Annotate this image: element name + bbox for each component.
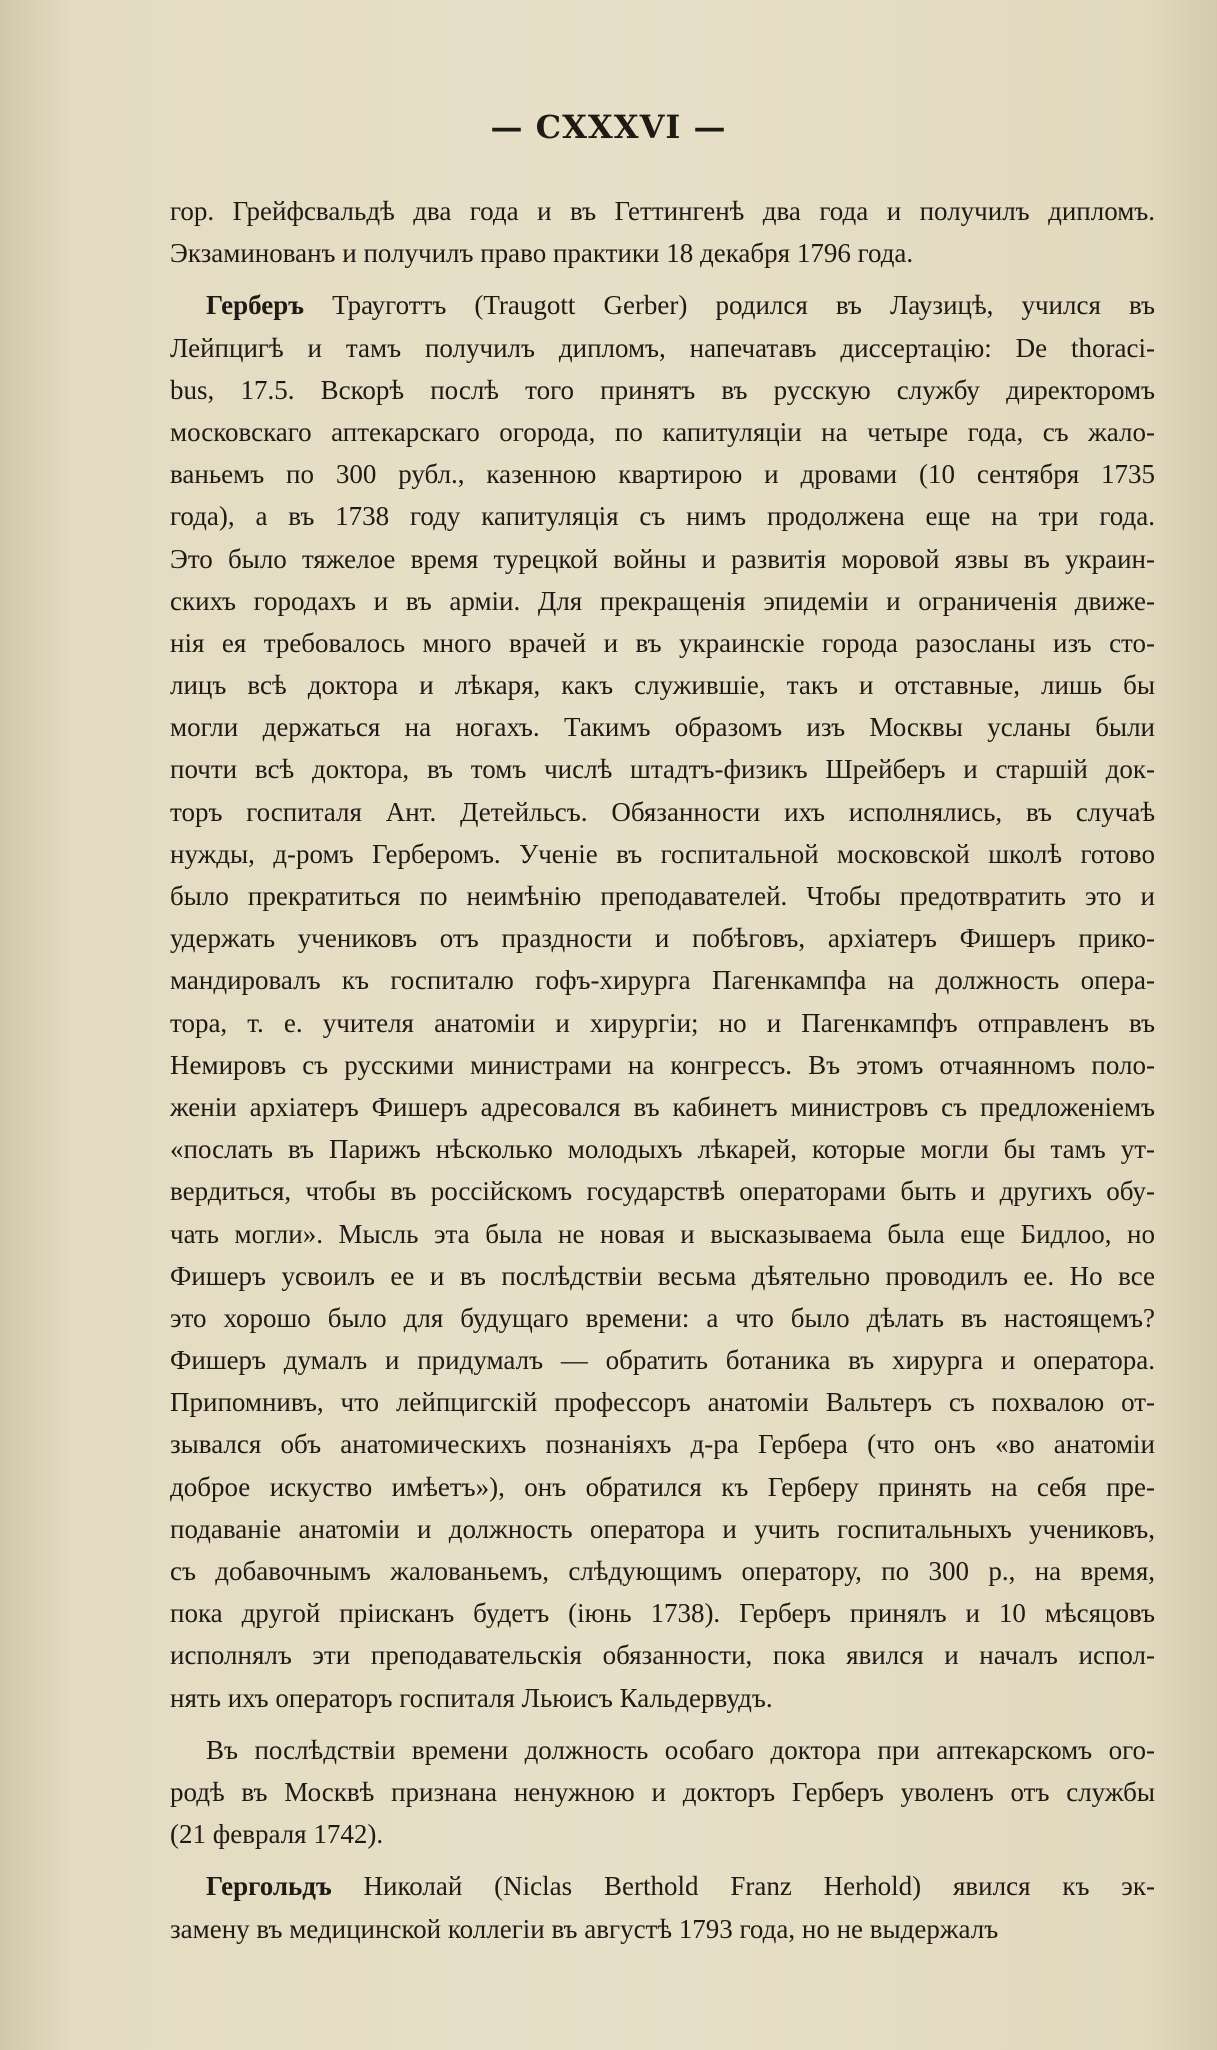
text-line	[170, 538, 1155, 580]
text-line	[170, 1297, 1155, 1339]
text-line	[170, 284, 1155, 326]
line-text: нія ея требовалось много врачей и въ украинскіе города разосланы изъ сто-	[170, 627, 1155, 658]
line-text: замену въ медицинской коллегіи въ августѣ 1793 года, но не выдержалъ	[170, 1913, 999, 1944]
text-line	[170, 1771, 1155, 1813]
text-line	[170, 327, 1155, 369]
text-line	[170, 1423, 1155, 1465]
text-line	[170, 1086, 1155, 1128]
line-text: почти всѣ доктора, въ томъ числѣ штадтъ-физикъ Шрейберъ и старшій док-	[170, 754, 1155, 785]
paragraph-gap	[170, 1855, 1155, 1865]
text-line	[170, 875, 1155, 917]
text-line	[170, 495, 1155, 537]
line-text: Фишеръ думалъ и придумалъ — обратить ботаника въ хирурга и оператора.	[170, 1345, 1155, 1376]
line-text: исполнялъ эти преподавательскія обязанности, пока явился и началъ испол-	[170, 1640, 1155, 1671]
text-line	[170, 453, 1155, 495]
paragraph-gap	[170, 274, 1155, 284]
text-line	[170, 664, 1155, 706]
text-line	[170, 1255, 1155, 1297]
line-text: подаваніе анатоміи и должность оператора и учить госпитальныхъ учениковъ,	[170, 1513, 1155, 1544]
line-text: вердиться, чтобы въ россійскомъ государствѣ операторами быть и другихъ обу-	[170, 1176, 1155, 1207]
text-line	[170, 791, 1155, 833]
line-text: нужды, д-ромъ Герберомъ. Ученіе въ госпитальной московской школѣ готово	[170, 838, 1155, 869]
line-text: нять ихъ операторъ госпиталя Льюисъ Кальдервудъ.	[170, 1682, 773, 1713]
line-text: Это было тяжелое время турецкой войны и развитія моровой язвы въ украин-	[170, 543, 1155, 574]
paragraph	[170, 1865, 1155, 1949]
text-line	[170, 917, 1155, 959]
text-line	[170, 369, 1155, 411]
text-line	[170, 1592, 1155, 1634]
text-line	[170, 1865, 1155, 1907]
text-line	[170, 1002, 1155, 1044]
text-line	[170, 1170, 1155, 1212]
line-text: тора, т. е. учителя анатоміи и хирургіи; но и Пагенкампфъ отправленъ въ	[170, 1007, 1155, 1038]
text-line	[170, 232, 1155, 274]
line-text: женіи архіатеръ Фишеръ адресовался въ кабинетъ министровъ съ предложеніемъ	[170, 1091, 1155, 1122]
line-text: зывался объ анатомическихъ познаніяхъ д-ра Гербера (что онъ «во анатоміи	[170, 1429, 1155, 1460]
paragraph	[170, 284, 1155, 1718]
text-line	[170, 1508, 1155, 1550]
text-line	[170, 1908, 1155, 1950]
text-line	[170, 833, 1155, 875]
line-text: московскаго аптекарскаго огорода, по капитуляціи на четыре года, съ жало-	[170, 416, 1155, 447]
line-text: Припомнивъ, что лейпцигскій профессоръ анатоміи Вальтеръ съ похвалою от-	[170, 1387, 1155, 1418]
text-line	[170, 748, 1155, 790]
paragraph	[170, 1729, 1155, 1856]
text-line	[170, 1466, 1155, 1508]
line-text: Лейпцигѣ и тамъ получилъ дипломъ, напечатавъ диссертацію: De thoraci-	[170, 332, 1155, 363]
line-text: это хорошо было для будущаго времени: а что было дѣлать въ настоящемъ?	[170, 1302, 1155, 1333]
paragraph-gap	[170, 1719, 1155, 1729]
line-text: Трауготтъ (Traugott Gerber) родился въ Лаузицѣ, учился въ	[304, 290, 1155, 321]
text-line	[170, 1550, 1155, 1592]
text-line	[170, 1813, 1155, 1855]
line-text: Экзаминованъ и получилъ право практики 18 декабря 1796 года.	[170, 238, 914, 269]
text-line	[170, 1677, 1155, 1719]
text-line	[170, 1729, 1155, 1771]
line-text: ваньемъ по 300 рубл., казенною квартирою и дровами (10 сентября 1735	[170, 459, 1155, 490]
text-line	[170, 580, 1155, 622]
text-line	[170, 411, 1155, 453]
line-text: скихъ городахъ и въ арміи. Для прекращенія эпидеміи и ограниченія движе-	[170, 585, 1155, 616]
line-text: родѣ въ Москвѣ признана ненужною и докторъ Герберъ уволенъ отъ службы	[170, 1776, 1155, 1807]
text-line	[170, 959, 1155, 1001]
page-number: — CXXXVI —	[490, 108, 727, 146]
line-text: Николай (Niclas Berthold Franz Herhold) явился къ эк-	[331, 1871, 1155, 1902]
line-text: «послать въ Парижъ нѣсколько молодыхъ лѣкарей, которые могли бы тамъ ут-	[170, 1134, 1155, 1165]
line-text: года), а въ 1738 году капитуляція съ нимъ продолжена еще на три года.	[170, 501, 1155, 532]
text-line	[170, 622, 1155, 664]
entry-surname: Герберъ	[206, 290, 305, 321]
body-text	[170, 190, 1155, 1950]
text-line	[170, 1213, 1155, 1255]
text-line	[170, 190, 1155, 232]
line-text: удержать учениковъ отъ праздности и побѣговъ, архіатеръ Фишеръ прико-	[170, 923, 1155, 954]
text-line	[170, 1339, 1155, 1381]
line-text: чать могли». Мысль эта была не новая и высказываема была еще Бидлоо, но	[170, 1218, 1155, 1249]
line-text: лицъ всѣ доктора и лѣкаря, какъ служившіе, такъ и отставные, лишь бы	[170, 670, 1155, 701]
text-line	[170, 1381, 1155, 1423]
line-text: торъ госпиталя Ант. Детейльсъ. Обязанности ихъ исполнялись, въ случаѣ	[170, 796, 1155, 827]
line-text: Фишеръ усвоилъ ее и въ послѣдствіи весьма дѣятельно проводилъ ее. Но все	[170, 1260, 1155, 1291]
line-text: Немировъ съ русскими министрами на конгрессъ. Въ этомъ отчаянномъ поло-	[170, 1049, 1155, 1080]
line-text: bus, 17.5. Вскорѣ послѣ того принятъ въ русскую службу директоромъ	[170, 374, 1155, 405]
text-line	[170, 1634, 1155, 1676]
line-text: (21 февраля 1742).	[170, 1819, 384, 1850]
line-text: доброе искуство имѣетъ»), онъ обратился къ Герберу принять на себя пре-	[170, 1471, 1155, 1502]
line-text: могли держаться на ногахъ. Такимъ образомъ изъ Москвы усланы были	[170, 712, 1155, 743]
paragraph	[170, 190, 1155, 274]
entry-surname: Гергольдъ	[206, 1871, 332, 1902]
line-text: Въ послѣдствіи времени должность особаго доктора при аптекарскомъ ого-	[206, 1734, 1155, 1765]
text-line	[170, 1044, 1155, 1086]
text-line	[170, 1128, 1155, 1170]
text-line	[170, 706, 1155, 748]
line-text: мандировалъ къ госпиталю гофъ-хирурга Пагенкампфа на должность опера-	[170, 965, 1155, 996]
line-text: гор. Грейфсвальдѣ два года и въ Геттингенѣ два года и получилъ дипломъ.	[170, 196, 1155, 226]
line-text: было прекратиться по неимѣнію преподавателей. Чтобы предотвратить это и	[170, 881, 1155, 911]
line-text: пока другой пріисканъ будетъ (іюнь 1738). Герберъ принялъ и 10 мѣсяцовъ	[170, 1598, 1155, 1629]
line-text: съ добавочнымъ жалованьемъ, слѣдующимъ оператору, по 300 р., на время,	[170, 1556, 1155, 1586]
